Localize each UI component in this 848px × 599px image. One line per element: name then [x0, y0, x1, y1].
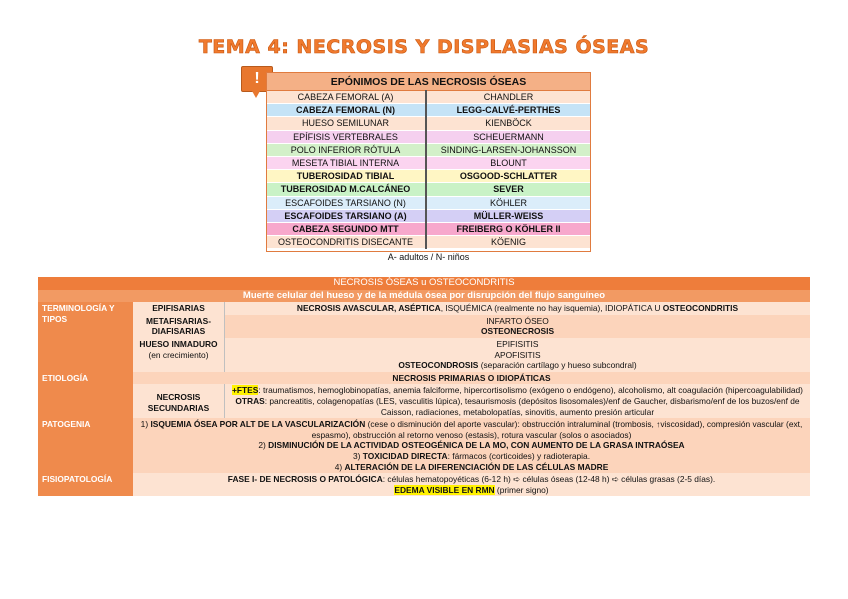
- eponimo-row: [267, 156, 591, 169]
- eponimo-name: KÖENIG: [426, 236, 591, 249]
- main-header: NECROSIS ÓSEAS u OSTEOCONDRITIS: [38, 277, 810, 290]
- eponimo-name: KÖHLER: [426, 196, 591, 209]
- necrosis-table: [38, 277, 810, 496]
- eponimo-location: HUESO SEMILUNAR: [267, 117, 426, 130]
- epifisarias-desc: NECROSIS AVASCULAR, ASÉPTICA, ISQUÉMICA (realmente no hay isquemia), IDIOPÁTICA U OSTEOCONDRITIS: [225, 302, 811, 315]
- row-label-fisiopatologia: FISIOPATOLOGÍA: [38, 473, 133, 496]
- eponimo-location: MESETA TIBIAL INTERNA: [267, 156, 426, 169]
- eponimo-name: SINDING-LARSEN-JOHANSSON: [426, 143, 591, 156]
- patogenia-desc: 1) ISQUEMIA ÓSEA POR ALT DE LA VASCULARIZACIÓN (cese o disminución del aporte vascular): obstrucción intraluminal (trombosis, ↑viscosidad), compresión vascular (ext, espasmo), obstrucción al retorno venoso (estasis), rotura vascular (solos o asociados) 2) DISMINUCIÓN DE LA ACTIVIDAD OSTEOGÉNICA DE LA MO, CON AUMENTO DE LA GRASA INTRAÓSEA 3) TOXICIDAD DIRECTA: fármacos (corticoides) y radioterapia. 4) ALTERACIÓN DE LA DIFERENCIACIÓN DE LAS CÉLULAS MADRE: [133, 418, 810, 473]
- eponimo-name: SEVER: [426, 183, 591, 196]
- eponimo-row: [267, 143, 591, 156]
- eponimo-location: CABEZA SEGUNDO MTT: [267, 222, 426, 235]
- sub-epifisarias: EPIFISARIAS: [133, 302, 225, 315]
- eponimo-location: CABEZA FEMORAL (N): [267, 104, 426, 117]
- warning-icon: !: [241, 66, 273, 92]
- eponimo-row: [267, 170, 591, 183]
- fisiopatologia-desc: FASE I- DE NECROSIS O PATOLÓGICA: células hematopoyéticas (6-12 h) ➪ células óseas (12-48 h) ➪ células grasas (2-5 días). EDEMA VISIBLE EN RMN (primer signo): [133, 473, 810, 496]
- row-label-terminologia: TERMINOLOGÍA Y TIPOS: [38, 302, 133, 372]
- eponimo-row: [267, 236, 591, 249]
- sub-inmaduro: HUESO INMADURO (en crecimiento): [133, 338, 225, 372]
- eponimo-name: FREIBERG O KÖHLER II: [426, 222, 591, 235]
- sub-secundarias: NECROSIS SECUNDARIAS: [133, 384, 225, 418]
- eponimo-location: TUBEROSIDAD M.CALCÁNEO: [267, 183, 426, 196]
- eponimo-name: OSGOOD-SCHLATTER: [426, 170, 591, 183]
- eponimo-row: [267, 196, 591, 209]
- eponimos-note: A- adultos / N- niños: [387, 252, 470, 262]
- eponimo-location: EPÍFISIS VERTEBRALES: [267, 130, 426, 143]
- eponimo-row: [267, 91, 591, 104]
- eponimos-header: EPÓNIMOS DE LAS NECROSIS ÓSEAS: [267, 73, 591, 91]
- eponimo-name: BLOUNT: [426, 156, 591, 169]
- eponimo-location: ESCAFOIDES TARSIANO (A): [267, 209, 426, 222]
- sub-metafisarias: METAFISARIAS-DIAFISARIAS: [133, 315, 225, 338]
- eponimo-name: SCHEUERMANN: [426, 130, 591, 143]
- main-subheader: Muerte celular del hueso y de la médula ósea por disrupción del flujo sanguíneo: [38, 290, 810, 303]
- row-label-patogenia: PATOGENIA: [38, 418, 133, 473]
- eponimo-row: [267, 104, 591, 117]
- eponimo-location: OSTEOCONDRITIS DISECANTE: [267, 236, 426, 249]
- eponimo-row: [267, 209, 591, 222]
- eponimo-location: TUBEROSIDAD TIBIAL: [267, 170, 426, 183]
- eponimo-row: [267, 183, 591, 196]
- eponimo-row: [267, 130, 591, 143]
- eponimo-location: POLO INFERIOR RÓTULA: [267, 143, 426, 156]
- eponimo-name: CHANDLER: [426, 91, 591, 104]
- eponimo-location: ESCAFOIDES TARSIANO (N): [267, 196, 426, 209]
- inmaduro-desc: EPIFISITIS APOFISITIS OSTEOCONDROSIS (separación cartílago y hueso subcondral): [225, 338, 811, 372]
- secundarias-desc: +FTES: traumatismos, hemoglobinopatías, anemia falciforme, hipercortisolismo (exógeno o endógeno), alcoholismo, alt coagulación (hipercoagulabilidad) OTRAS: pancreatitis, colagenopatías (LES, vasculitis lúpica), tesaurismosis (depósitos lisosomales)/enf de Gaucher, disbarismo/enf de los buzos/enf de Caisson, radiaciones, metabolopatías, sinovitis, aumento presión articular: [225, 384, 811, 418]
- eponimos-table: [266, 72, 591, 249]
- eponimo-name: MÜLLER-WEISS: [426, 209, 591, 222]
- eponimo-row: [267, 117, 591, 130]
- eponimo-row: [267, 222, 591, 235]
- row-label-etiologia: ETIOLOGÍA: [38, 372, 133, 418]
- eponimo-name: KIENBÖCK: [426, 117, 591, 130]
- page-title: TEMA 4: NECROSIS Y DISPLASIAS ÓSEAS: [198, 36, 650, 58]
- etiologia-primarias: NECROSIS PRIMARIAS O IDIOPÁTICAS: [133, 372, 810, 385]
- metafisarias-desc: INFARTO ÓSEO OSTEONECROSIS: [225, 315, 811, 338]
- eponimo-name: LEGG-CALVÉ-PERTHES: [426, 104, 591, 117]
- eponimo-location: CABEZA FEMORAL (A): [267, 91, 426, 104]
